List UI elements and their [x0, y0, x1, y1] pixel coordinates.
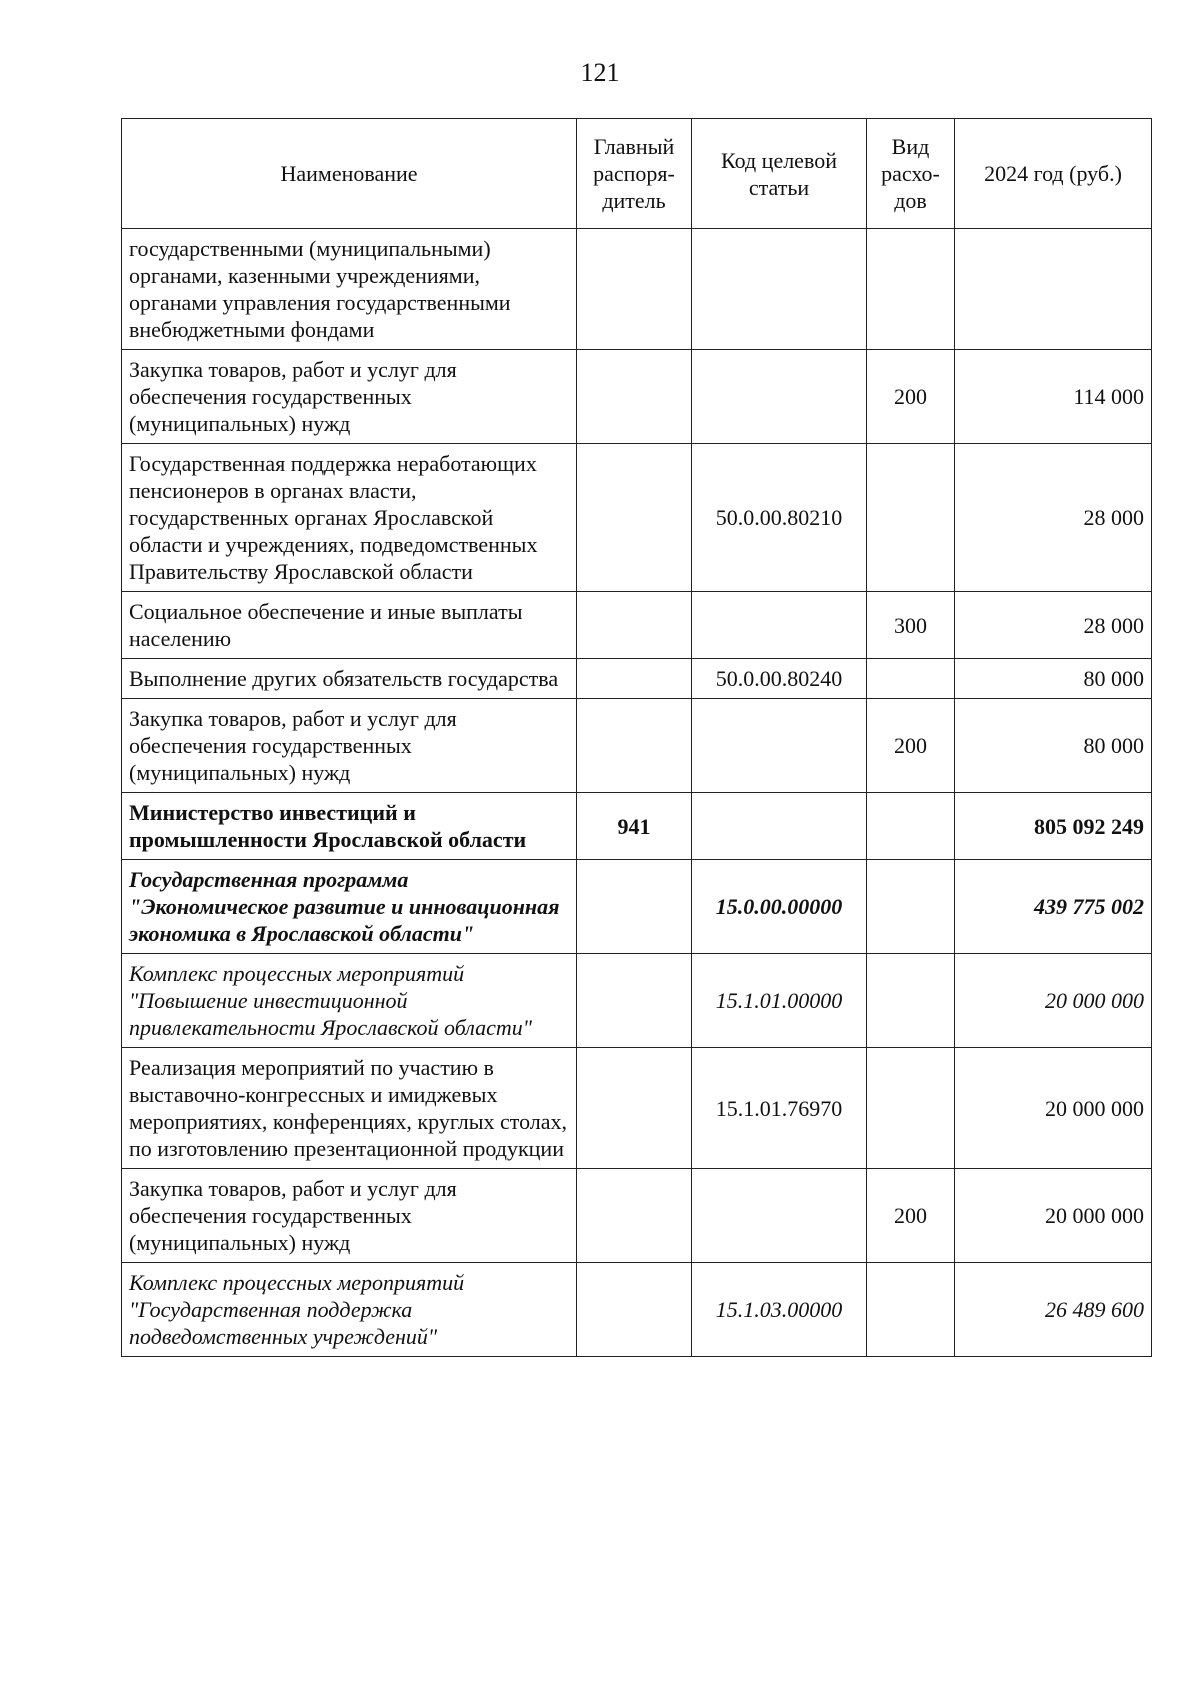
row-name: Закупка товаров, работ и услуг для обеспечения государственных (муниципальных) нужд [122, 350, 577, 444]
budget-table [121, 118, 1152, 1357]
row-type: 200 [867, 1169, 955, 1263]
header-type: Вид расхо-дов [867, 119, 955, 229]
row-manager [577, 444, 692, 592]
row-name: Социальное обеспечение и иные выплаты населению [122, 592, 577, 659]
row-type: 200 [867, 350, 955, 444]
table-row [122, 793, 1152, 860]
row-manager [577, 1263, 692, 1357]
row-code [692, 350, 867, 444]
table-row [122, 860, 1152, 954]
row-code [692, 1169, 867, 1263]
table-row [122, 1169, 1152, 1263]
table-row [122, 699, 1152, 793]
row-manager [577, 592, 692, 659]
row-type [867, 229, 955, 350]
row-code [692, 793, 867, 860]
row-type: 200 [867, 699, 955, 793]
row-name: Закупка товаров, работ и услуг для обеспечения государственных (муниципальных) нужд [122, 1169, 577, 1263]
row-type [867, 860, 955, 954]
row-code [692, 229, 867, 350]
row-amount: 20 000 000 [955, 1048, 1152, 1169]
row-name: Государственная программа "Экономическое развитие и инновационная экономика в Ярославской области" [122, 860, 577, 954]
row-code: 15.1.01.76970 [692, 1048, 867, 1169]
row-name: государственными (муниципальными) органами, казенными учреждениями, органами управления государственными внебюджетными фондами [122, 229, 577, 350]
row-name: Государственная поддержка неработающих пенсионеров в органах власти, государственных органах Ярославской области и учреждениях, подведомственных Правительству Ярославской области [122, 444, 577, 592]
row-name: Выполнение других обязательств государства [122, 659, 577, 699]
row-code: 50.0.00.80210 [692, 444, 867, 592]
row-manager [577, 1169, 692, 1263]
row-amount: 439 775 002 [955, 860, 1152, 954]
row-type [867, 1048, 955, 1169]
row-code: 50.0.00.80240 [692, 659, 867, 699]
row-amount: 114 000 [955, 350, 1152, 444]
row-manager [577, 860, 692, 954]
row-manager [577, 699, 692, 793]
row-amount: 28 000 [955, 592, 1152, 659]
row-manager [577, 229, 692, 350]
row-type [867, 954, 955, 1048]
header-code: Код целевой статьи [692, 119, 867, 229]
row-manager: 941 [577, 793, 692, 860]
row-code [692, 592, 867, 659]
row-code [692, 699, 867, 793]
table-row [122, 1048, 1152, 1169]
row-amount: 26 489 600 [955, 1263, 1152, 1357]
row-manager [577, 350, 692, 444]
row-amount [955, 229, 1152, 350]
table-row [122, 444, 1152, 592]
table-row [122, 229, 1152, 350]
row-manager [577, 1048, 692, 1169]
row-type: 300 [867, 592, 955, 659]
row-amount: 20 000 000 [955, 954, 1152, 1048]
table-row [122, 659, 1152, 699]
row-name: Комплекс процессных мероприятий "Повышение инвестиционной привлекательности Ярославской области" [122, 954, 577, 1048]
table-row [122, 954, 1152, 1048]
row-amount: 28 000 [955, 444, 1152, 592]
row-manager [577, 659, 692, 699]
header-name: Наименование [122, 119, 577, 229]
row-code: 15.1.01.00000 [692, 954, 867, 1048]
row-amount: 80 000 [955, 659, 1152, 699]
row-name: Министерство инвестиций и промышленности Ярославской области [122, 793, 577, 860]
row-amount: 80 000 [955, 699, 1152, 793]
header-manager: Главный распоря-дитель [577, 119, 692, 229]
page-number: 121 [580, 58, 620, 87]
row-code: 15.0.00.00000 [692, 860, 867, 954]
row-name: Закупка товаров, работ и услуг для обеспечения государственных (муниципальных) нужд [122, 699, 577, 793]
row-name: Комплекс процессных мероприятий "Государственная поддержка подведомственных учреждений" [122, 1263, 577, 1357]
row-type [867, 444, 955, 592]
row-manager [577, 954, 692, 1048]
row-code: 15.1.03.00000 [692, 1263, 867, 1357]
row-name: Реализация мероприятий по участию в выставочно-конгрессных и имиджевых мероприятиях, конференциях, круглых столах, по изготовлению презентационной продукции [122, 1048, 577, 1169]
header-amount: 2024 год (руб.) [955, 119, 1152, 229]
table-row [122, 350, 1152, 444]
row-amount: 20 000 000 [955, 1169, 1152, 1263]
row-type [867, 1263, 955, 1357]
row-type [867, 659, 955, 699]
row-type [867, 793, 955, 860]
row-amount: 805 092 249 [955, 793, 1152, 860]
table-header-row [122, 119, 1152, 229]
table-row [122, 592, 1152, 659]
table-row [122, 1263, 1152, 1357]
